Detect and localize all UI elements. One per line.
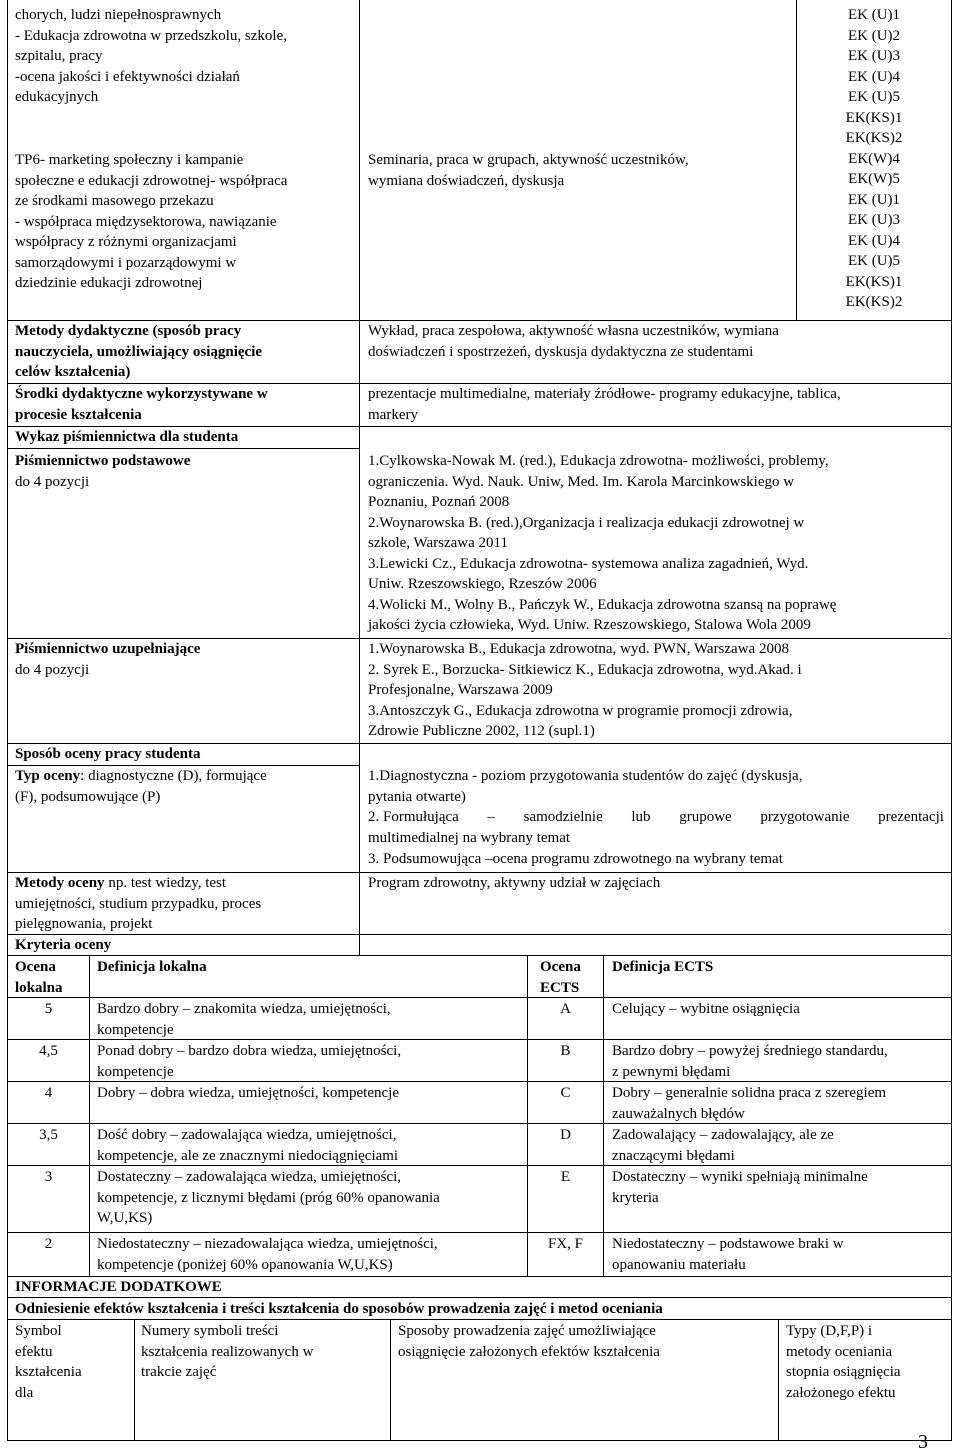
- ek-symbol: EK(KS)1: [845, 109, 903, 126]
- ects-grade: B: [560, 1043, 571, 1059]
- text-line: Dobry – generalnie solidna praca z szeregiem: [612, 1085, 887, 1101]
- text-line: Metody dydaktyczne (sposób pracy: [15, 323, 242, 339]
- text-line: samorządowymi i pozarządowymi w: [15, 254, 237, 271]
- table-border-right: [951, 0, 952, 1440]
- type-label-bold: Typ oceny: [15, 768, 81, 784]
- text-line: procesie kształcenia: [15, 406, 142, 423]
- ects-grade: A: [560, 1001, 571, 1017]
- column-divider: [359, 0, 360, 955]
- text-line: lokalna: [15, 979, 63, 996]
- grade-value: 5: [44, 1001, 53, 1017]
- row-rule-g5: [7, 1232, 952, 1233]
- text-line: szpitalu, pracy: [15, 48, 103, 64]
- ek-symbol: EK (U)1: [847, 7, 901, 23]
- text-line: zauważalnych błędów: [612, 1105, 745, 1122]
- text-line: - Edukacja zdrowotna w przedszkolu, szkole,: [15, 27, 287, 44]
- criteria-heading: Kryteria oceny: [15, 937, 112, 953]
- text-line: dla: [15, 1384, 34, 1401]
- text-line: Zadowalający – zadowalający, ale ze: [612, 1127, 834, 1143]
- text-line: Ponad dobry – bardzo dobra wiedza, umiejętności,: [97, 1043, 402, 1059]
- assessment-methods-label: [15, 873, 261, 935]
- text-line: trakcie zajęć: [141, 1364, 217, 1380]
- list-item: 2. Syrek E., Borzucka- Sitkiewicz K., Edukacja zdrowotna, wyd.Akad. i: [368, 661, 802, 678]
- info-col-1: [134, 1319, 135, 1440]
- list-item: Uniw. Rzeszowskiego, Rzeszów 2006: [368, 576, 597, 592]
- seminar-methods: [368, 150, 689, 191]
- literature-heading: Wykaz piśmiennictwa dla studenta: [15, 429, 239, 445]
- table-border-left: [7, 0, 8, 1440]
- page-number: 3: [918, 1431, 928, 1453]
- info-col-3: [778, 1319, 779, 1440]
- grades-header-ects: [540, 957, 581, 998]
- text-line: celów kształcenia): [15, 364, 131, 380]
- text-line: edukacyjnych: [15, 89, 99, 105]
- ects-definition: [612, 1125, 834, 1166]
- ects-definition: [612, 1167, 868, 1208]
- word: –: [487, 809, 495, 825]
- list-item: 3.Lewicki Cz., Edukacja zdrowotna- systemowa analiza zagadnień, Wyd.: [368, 555, 809, 572]
- info-col-types: [786, 1321, 901, 1403]
- ects-definition: [612, 999, 800, 1020]
- list-item: ograniczenia. Wyd. Nauk. Uniw, Med. Im. Karola Marcinkowskiego w: [368, 473, 795, 490]
- ek-symbol: EK (U)4: [847, 68, 901, 85]
- literature-basic-list: [368, 451, 836, 636]
- topic-tp6: [15, 150, 287, 294]
- grade-definition: [97, 1234, 438, 1275]
- assessment-type2-line2: multimedialnej na wybrany temat: [368, 830, 571, 846]
- list-item: jakości życia człowieka, Wyd. Uniw. Rzeszowskiego, Stalowa Wola 2009: [368, 617, 811, 633]
- row-rule-grades-head: [7, 955, 952, 956]
- assessment-heading: Sposób oceny pracy studenta: [15, 746, 201, 762]
- text-line: markery: [368, 406, 418, 423]
- text-line: - współpraca międzysektorowa, nawiązanie: [15, 213, 277, 230]
- text-line: 1.Diagnostyczna - poziom przygotowania studentów do zajęć (dyskusja,: [368, 768, 803, 784]
- methods-label-rest: np. test wiedzy, test: [104, 875, 227, 891]
- ek-symbol: EK (U)5: [847, 89, 901, 105]
- text-line: Niedostateczny – podstawowe braki w: [612, 1236, 844, 1252]
- text-line: osiągnięcie założonych efektów kształcenia: [398, 1343, 660, 1360]
- text-line: metody oceniania: [786, 1343, 893, 1360]
- grade-definition: [97, 1167, 440, 1229]
- ects-grade: E: [560, 1169, 571, 1185]
- learning-outcomes-list: [797, 5, 951, 313]
- ek-symbol: EK(KS)1: [845, 273, 903, 290]
- ek-symbol: EK (U)4: [847, 232, 901, 249]
- info-subheading: Odniesienie efektów kształcenia i treści kształcenia do sposobów prowadzenia zajęć i metod oceniania: [15, 1301, 663, 1317]
- word: lub: [631, 809, 651, 825]
- text-line: (F), podsumowujące (P): [15, 788, 161, 805]
- grade-definition: [97, 1041, 401, 1082]
- text-line: Ocena: [540, 959, 581, 975]
- text-line: kształcenia realizowanych w: [141, 1343, 314, 1360]
- text-line: Piśmiennictwo podstawowe: [15, 453, 191, 469]
- literature-basic-label: [15, 451, 190, 492]
- ek-symbol: EK(W)4: [848, 150, 900, 167]
- text-line: Dostateczny – wyniki spełniają minimalne: [612, 1169, 868, 1185]
- text-line: TP6- marketing społeczny i kampanie: [15, 152, 244, 168]
- word: 2. Formułująca: [368, 809, 459, 825]
- grade-col-3: [603, 955, 604, 1277]
- text-line: założonego efektu: [786, 1384, 896, 1401]
- topic-continuation: [15, 5, 287, 108]
- text-line: Dość dobry – zadowalająca wiedza, umiejętności,: [97, 1127, 397, 1143]
- info-col-numbers: [141, 1321, 313, 1383]
- text-line: Typy (D,F,P) i: [786, 1323, 873, 1339]
- text-line: kompetencje: [97, 1063, 174, 1080]
- grade-definition: [97, 999, 391, 1040]
- ek-symbol: EK (U)3: [847, 48, 901, 64]
- list-item: 1.Woynarowska B., Edukacja zdrowotna, wyd. PWN, Warszawa 2008: [368, 641, 789, 657]
- type-label-rest: : diagnostyczne (D), formujące: [80, 768, 267, 784]
- ek-symbol: EK (U)3: [847, 212, 901, 228]
- word: samodzielnie: [523, 809, 603, 825]
- list-item: 1.Cylkowska-Nowak M. (red.), Edukacja zdrowotna- możliwości, problemy,: [368, 453, 829, 469]
- ects-grade: FX, F: [547, 1236, 584, 1252]
- text-line: Celujący – wybitne osiągnięcia: [612, 1001, 800, 1017]
- grade-value: 4,5: [39, 1043, 58, 1059]
- ects-definition: [612, 1234, 844, 1275]
- ects-definition: [612, 1083, 886, 1124]
- methods-label-bold: Metody oceny: [15, 875, 105, 891]
- ek-symbol: EK(W)5: [848, 171, 900, 187]
- list-item: 4.Wolicki M., Wolny B., Pańczyk W., Edukacja zdrowotna szansą na poprawę: [368, 596, 837, 613]
- assessment-type-label: [15, 766, 267, 807]
- text-line: Piśmiennictwo uzupełniające: [15, 641, 201, 657]
- text-line: kompetencje, z licznymi błędami (próg 60% opanowania: [97, 1189, 440, 1206]
- ek-symbol: EK(KS)2: [845, 130, 903, 146]
- means-value: [368, 384, 841, 425]
- text-line: dziedzinie edukacji zdrowotnej: [15, 275, 203, 291]
- text-line: Seminaria, praca w grupach, aktywność uczestników,: [368, 152, 689, 168]
- ek-symbol: EK (U)1: [847, 191, 901, 208]
- text-line: Dobry – dobra wiedza, umiejętności, kompetencje: [97, 1085, 399, 1101]
- row-rule-lit-heading: [7, 448, 359, 449]
- word: grupowe: [679, 809, 732, 825]
- text-line: kompetencje (poniżej 60% opanowania W,U,KS): [97, 1256, 393, 1273]
- text-line: ECTS: [540, 979, 580, 996]
- list-item: Poznaniu, Poznań 2008: [368, 494, 510, 510]
- literature-supp-list: [368, 639, 802, 742]
- text-line: nauczyciela, umożliwiający osiągnięcie: [15, 343, 263, 360]
- means-label: [15, 384, 268, 425]
- ects-grade: D: [560, 1127, 571, 1143]
- text-line: Symbol: [15, 1323, 62, 1339]
- text-line: pielęgnowania, projekt: [15, 916, 153, 932]
- text-line: opanowaniu materiału: [612, 1256, 746, 1273]
- text-line: współpracy z różnymi organizacjami: [15, 234, 237, 250]
- text-line: efektu: [15, 1343, 53, 1360]
- text-line: [15, 766, 267, 787]
- text-line: Dostateczny – zadowalająca wiedza, umiejętności,: [97, 1169, 402, 1185]
- grade-value: 2: [44, 1236, 53, 1252]
- text-line: Sposoby prowadzenia zajęć umożliwiające: [398, 1323, 656, 1339]
- text-line: znaczącymi błędami: [612, 1147, 735, 1164]
- ects-grade: C: [560, 1085, 571, 1101]
- text-line: Wykład, praca zespołowa, aktywność własna uczestników, wymiana: [368, 323, 779, 339]
- text-line: Ocena: [15, 959, 56, 975]
- text-line: prezentacje multimedialne, materiały źródłowe- programy edukacyjne, tablica,: [368, 386, 841, 402]
- grade-definition: [97, 1083, 399, 1104]
- list-item: Profesjonalne, Warszawa 2009: [368, 682, 553, 698]
- text-line: [15, 873, 261, 894]
- text-line: ze środkami masowego przekazu: [15, 193, 214, 209]
- assessment-types: [368, 766, 802, 807]
- text-line: stopnia osiągnięcia: [786, 1364, 901, 1380]
- text-line: do 4 pozycji: [15, 661, 90, 678]
- methods-value: [368, 321, 779, 362]
- grade-col-1: [89, 955, 90, 1277]
- row-rule-grades-body: [7, 997, 952, 998]
- ek-symbol: EK (U)2: [847, 27, 901, 44]
- grades-header-def: Definicja lokalna: [97, 959, 207, 975]
- grade-value: 4: [44, 1085, 53, 1101]
- grade-value: 3,5: [39, 1127, 58, 1143]
- text-line: kompetencje, ale ze znacznymi niedociągnięciami: [97, 1147, 399, 1164]
- methods-label: [15, 321, 262, 383]
- text-line: kryteria: [612, 1189, 659, 1206]
- info-heading: INFORMACJE DODATKOWE: [15, 1279, 222, 1295]
- list-item: Zdrowie Publiczne 2002, 112 (supl.1): [368, 723, 595, 739]
- assessment-type3: 3. Podsumowująca –ocena programu zdrowotnego na wybrany temat: [368, 851, 783, 867]
- assessment-methods-value: Program zdrowotny, aktywny udział w zajęciach: [368, 875, 661, 891]
- text-line: wymiana doświadczeń, dyskusja: [368, 172, 565, 189]
- list-item: 3.Antoszczyk G., Edukacja zdrowotna w programie promocji zdrowia,: [368, 702, 793, 719]
- grades-header-def-ects: Definicja ECTS: [612, 959, 714, 975]
- text-line: W,U,KS): [97, 1210, 153, 1226]
- ects-definition: [612, 1041, 888, 1082]
- text-line: -ocena jakości i efektywności działań: [15, 68, 240, 85]
- text-line: z pewnymi błędami: [612, 1063, 731, 1080]
- table-border-bottom: [7, 1440, 952, 1441]
- ek-symbol: EK(KS)2: [845, 294, 903, 310]
- info-col-2: [390, 1319, 391, 1440]
- text-line: Bardzo dobry – powyżej średniego standardu,: [612, 1043, 888, 1059]
- text-line: Numery symboli treści: [141, 1323, 279, 1339]
- text-line: umiejętności, studium przypadku, proces: [15, 895, 262, 912]
- text-line: kompetencje: [97, 1021, 174, 1038]
- word: prezentacji: [878, 809, 944, 825]
- text-line: do 4 pozycji: [15, 473, 90, 490]
- info-col-symbol: [15, 1321, 82, 1403]
- text-line: Bardzo dobry – znakomita wiedza, umiejętności,: [97, 1001, 391, 1017]
- literature-supp-label: [15, 639, 200, 680]
- word: przygotowanie: [760, 809, 850, 825]
- info-col-methods: [398, 1321, 660, 1362]
- text-line: społeczne e edukacji zdrowotnej- współpraca: [15, 172, 288, 189]
- assessment-type2-justified: [368, 807, 944, 828]
- text-line: chorych, ludzi niepełnosprawnych: [15, 7, 222, 23]
- text-line: Środki dydaktyczne wykorzystywane w: [15, 386, 268, 402]
- grade-definition: [97, 1125, 398, 1166]
- text-line: pytania otwarte): [368, 788, 466, 805]
- text-line: Niedostateczny – niezadowalająca wiedza, umiejętności,: [97, 1236, 438, 1252]
- grades-header-local: [15, 957, 63, 998]
- text-line: doświadczeń i spostrzeżeń, dyskusja dydaktyczna ze studentami: [368, 343, 754, 360]
- ek-symbol: EK (U)5: [847, 253, 901, 269]
- list-item: szkole, Warszawa 2011: [368, 535, 508, 551]
- list-item: 2.Woynarowska B. (red.),Organizacja i realizacja edukacji zdrowotnej w: [368, 514, 805, 531]
- text-line: kształcenia: [15, 1364, 82, 1380]
- grade-value: 3: [44, 1169, 53, 1185]
